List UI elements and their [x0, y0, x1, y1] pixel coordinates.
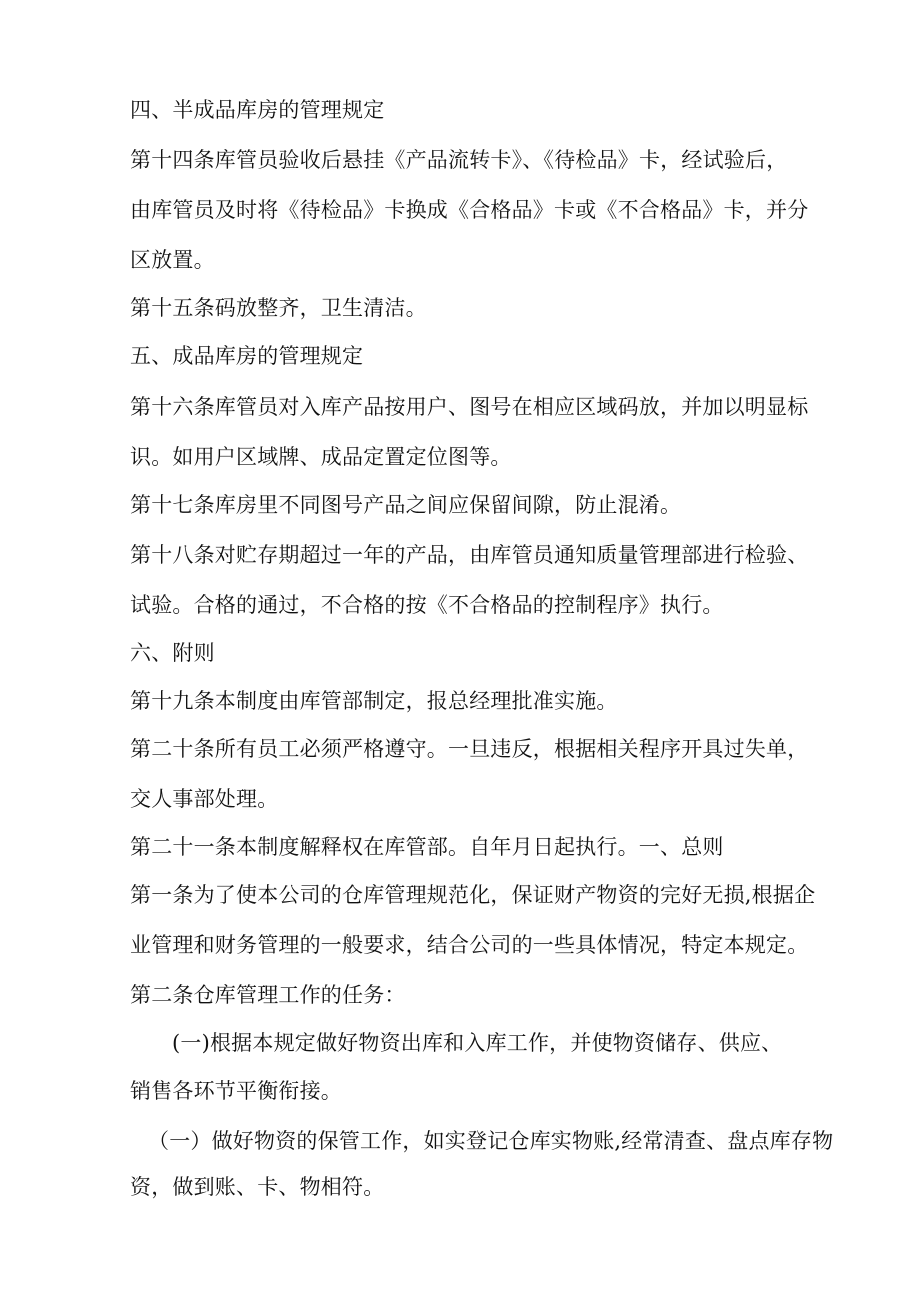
article-1-line-2: 业管理和财务管理的一般要求，结合公司的一些具体情况，特定本规定。: [130, 933, 809, 957]
article-1-line-1: 第一条为了使本公司的仓库管理规范化，保证财产物资的完好无损,根据企: [130, 883, 816, 907]
article-14-line-3: 区放置。: [130, 248, 215, 272]
section-heading-supplementary: 六、附则: [130, 641, 215, 665]
article-18-line-1: 第十八条对贮存期超过一年的产品，由库管员通知质量管理部进行检验、: [130, 543, 809, 567]
task-item-1-line-2: 销售各环节平衡衔接。: [130, 1079, 342, 1103]
section-heading-semi-finished-warehouse: 四、半成品库房的管理规定: [130, 98, 385, 122]
article-14-line-2: 由库管员及时将《待检品》卡换成《合格品》卡或《不合格品》卡，并分: [130, 198, 809, 222]
section-heading-finished-warehouse: 五、成品库房的管理规定: [130, 344, 364, 368]
article-20-line-1: 第二十条所有员工必须严格遵守。一旦违反，根据相关程序开具过失单，: [130, 737, 809, 761]
article-16-line-2: 识。如用户区域牌、成品定置定位图等。: [130, 445, 512, 469]
task-item-1-line-1: (一)根据本规定做好物资出库和入库工作，并使物资储存、供应、: [172, 1031, 783, 1055]
article-2: 第二条仓库管理工作的任务：: [130, 983, 406, 1007]
article-14-line-1: 第十四条库管员验收后悬挂《产品流转卡》、《待检品》卡，经试验后，: [130, 148, 788, 172]
task-item-2-line-2: 资，做到账、卡、物相符。: [130, 1175, 385, 1199]
article-21: 第二十一条本制度解释权在库管部。自年月日起执行。一、总则: [130, 835, 724, 859]
article-19: 第十九条本制度由库管部制定，报总经理批准实施。: [130, 689, 618, 713]
article-15: 第十五条码放整齐，卫生清洁。: [130, 296, 427, 320]
article-18-line-2: 试验。合格的通过，不合格的按《不合格品的控制程序》执行。: [130, 593, 724, 617]
task-item-2-line-1: （一）做好物资的保管工作，如实登记仓库实物账,经常清查、盘点库存物: [148, 1129, 834, 1153]
article-20-line-2: 交人事部处理。: [130, 787, 279, 811]
article-16-line-1: 第十六条库管员对入库产品按用户、图号在相应区域码放，并加以明显标: [130, 395, 809, 419]
article-17: 第十七条库房里不同图号产品之间应保留间隙，防止混淆。: [130, 493, 682, 517]
